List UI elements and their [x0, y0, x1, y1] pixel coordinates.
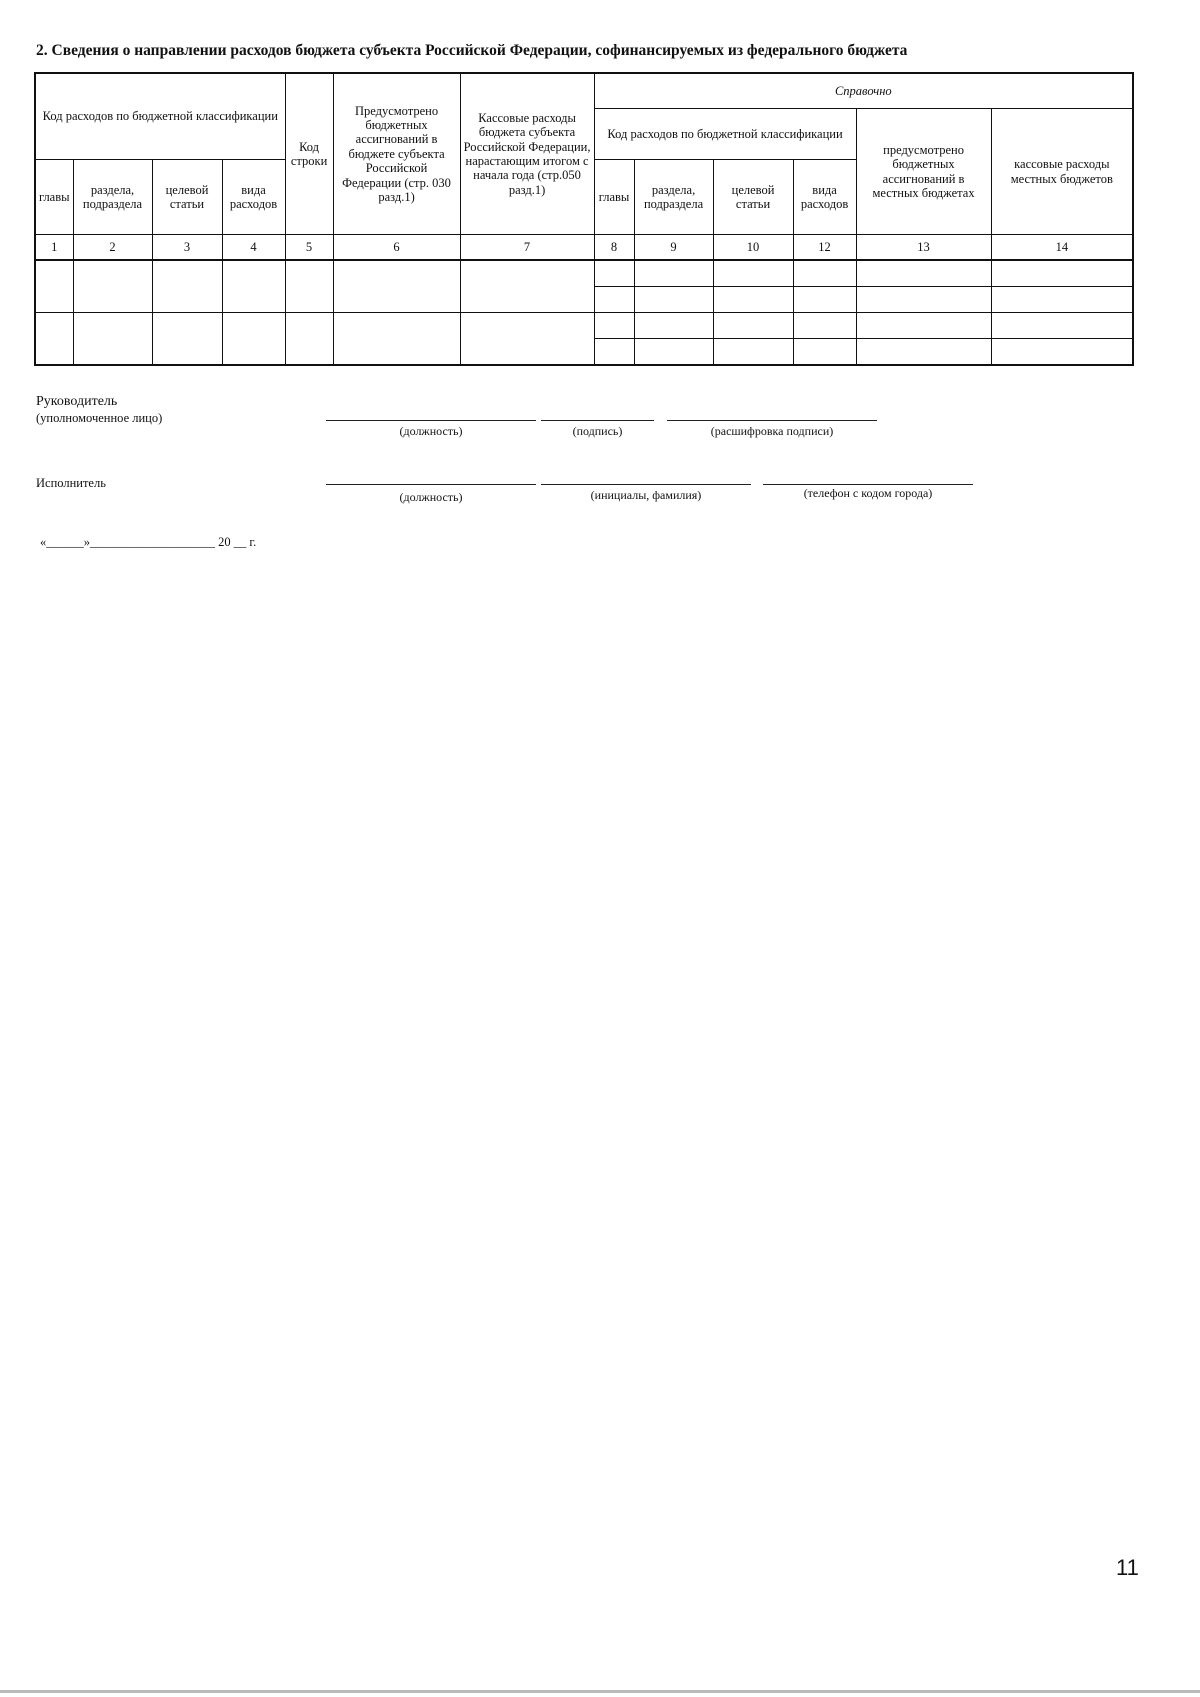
- head-name-line[interactable]: [667, 420, 877, 421]
- column-number: 3: [152, 235, 222, 261]
- header-col-6: Предусмотрено бюджетных ассигнований в бюджете субъекта Российской Федерации (стр. 030 разд.1): [333, 73, 460, 235]
- table-cell[interactable]: [460, 313, 594, 366]
- executor-position-line[interactable]: [326, 484, 536, 485]
- table-cell[interactable]: [991, 260, 1133, 287]
- table-row: [35, 260, 1133, 287]
- table-cell[interactable]: [991, 313, 1133, 339]
- column-number: 7: [460, 235, 594, 261]
- header-razdela: раздела, подраздела: [73, 160, 152, 235]
- date-line[interactable]: «______»____________________ 20 __ г.: [40, 535, 257, 549]
- table-cell[interactable]: [856, 260, 991, 287]
- column-number: 13: [856, 235, 991, 261]
- column-number: 5: [285, 235, 333, 261]
- header-ref-glavy: главы: [594, 160, 634, 235]
- column-number: 14: [991, 235, 1133, 261]
- table-cell[interactable]: [634, 313, 713, 339]
- executor-name-caption: (инициалы, фамилия): [590, 488, 702, 502]
- table-cell[interactable]: [856, 313, 991, 339]
- column-number: 9: [634, 235, 713, 261]
- table-cell[interactable]: [73, 260, 152, 313]
- table-cell[interactable]: [634, 287, 713, 313]
- table-cell[interactable]: [713, 313, 793, 339]
- column-number: 8: [594, 235, 634, 261]
- table-cell[interactable]: [856, 339, 991, 366]
- column-number: 6: [333, 235, 460, 261]
- table-cell[interactable]: [793, 339, 856, 366]
- table-cell[interactable]: [594, 339, 634, 366]
- table-cell[interactable]: [793, 287, 856, 313]
- column-numbers-row: [35, 235, 1133, 261]
- table-cell[interactable]: [333, 260, 460, 313]
- head-name-caption: (расшифровка подписи): [710, 424, 834, 438]
- head-label: Руководитель: [36, 394, 118, 409]
- table-cell[interactable]: [152, 313, 222, 366]
- header-col-7: Кассовые расходы бюджета субъекта Российской Федерации, нарастающим итогом с начала года (стр.050 разд.1): [460, 73, 594, 235]
- table-cell[interactable]: [713, 339, 793, 366]
- column-number: 12: [793, 235, 856, 261]
- header-row-code: Код строки: [285, 73, 333, 235]
- expenditure-table: [34, 72, 1134, 366]
- header-ref-tselevoy: целевой статьи: [713, 160, 793, 235]
- executor-name-line[interactable]: [541, 484, 751, 485]
- executor-position-caption: (должность): [399, 490, 463, 504]
- table-cell[interactable]: [713, 287, 793, 313]
- table-cell[interactable]: [856, 287, 991, 313]
- table-cell[interactable]: [222, 260, 285, 313]
- header-tselevoy: целевой статьи: [152, 160, 222, 235]
- executor-phone-line[interactable]: [763, 484, 973, 485]
- executor-phone-caption: (телефон с кодом города): [803, 486, 933, 500]
- table-cell[interactable]: [713, 260, 793, 287]
- table-cell[interactable]: [594, 313, 634, 339]
- table-cell[interactable]: [285, 313, 333, 366]
- table-cell[interactable]: [634, 260, 713, 287]
- table-cell[interactable]: [793, 313, 856, 339]
- table-cell[interactable]: [634, 339, 713, 366]
- header-spravochno: Справочно: [594, 73, 1133, 109]
- column-number: 1: [35, 235, 73, 261]
- table-cell[interactable]: [460, 260, 594, 313]
- table-cell[interactable]: [152, 260, 222, 313]
- bottom-edge-rule: [0, 1690, 1200, 1693]
- table-cell[interactable]: [222, 313, 285, 366]
- table-cell[interactable]: [35, 260, 73, 313]
- table-cell[interactable]: [35, 313, 73, 366]
- table-cell[interactable]: [285, 260, 333, 313]
- header-ref-budget-code-group: Код расходов по бюджетной классификации: [594, 109, 856, 160]
- header-glavy: главы: [35, 160, 73, 235]
- head-position-line[interactable]: [326, 420, 536, 421]
- page-number: 11: [1116, 1555, 1139, 1580]
- table-cell[interactable]: [991, 339, 1133, 366]
- header-ref-vida: вида расходов: [793, 160, 856, 235]
- header-col-13: предусмотрено бюджетных ассигнований в местных бюджетах: [856, 109, 991, 235]
- table-cell[interactable]: [793, 260, 856, 287]
- column-number: 4: [222, 235, 285, 261]
- head-signature-caption: (подпись): [572, 424, 623, 438]
- table-cell[interactable]: [991, 287, 1133, 313]
- table-cell[interactable]: [594, 287, 634, 313]
- executor-label: Исполнитель: [36, 476, 106, 490]
- header-vida: вида расходов: [222, 160, 285, 235]
- column-number: 10: [713, 235, 793, 261]
- header-col-14: кассовые расходы местных бюджетов: [991, 109, 1133, 235]
- table-cell[interactable]: [73, 313, 152, 366]
- column-number: 2: [73, 235, 152, 261]
- head-position-caption: (должность): [399, 424, 463, 438]
- table-cell[interactable]: [333, 313, 460, 366]
- head-signature-line[interactable]: [541, 420, 654, 421]
- table-row: [35, 313, 1133, 339]
- head-sublabel: (уполномоченное лицо): [36, 411, 163, 425]
- header-budget-code-group: Код расходов по бюджетной классификации: [35, 73, 285, 160]
- page-title: 2. Сведения о направлении расходов бюджета субъекта Российской Федерации, софинансируемых из федерального бюджета: [36, 42, 908, 59]
- table-cell[interactable]: [594, 260, 634, 287]
- header-ref-razdela: раздела, подраздела: [634, 160, 713, 235]
